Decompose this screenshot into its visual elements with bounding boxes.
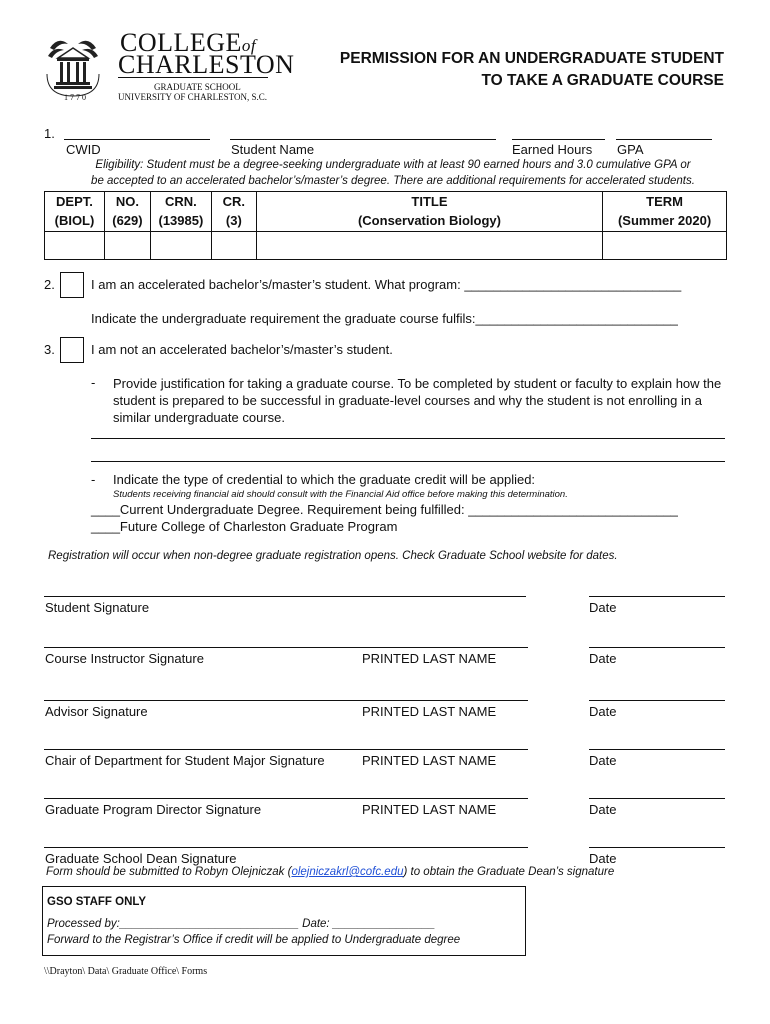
crn-header: CRN. (13985): [150, 192, 211, 232]
dean-email-link[interactable]: olejniczakrl@cofc.edu: [291, 866, 404, 878]
section-3-number: 3.: [44, 342, 55, 357]
gpa-label: GPA: [617, 142, 644, 157]
title-header: TITLE (Conservation Biology): [256, 192, 602, 232]
student-date-label: Date: [589, 600, 617, 615]
form-title-line1: PERMISSION FOR AN UNDERGRADUATE STUDENT: [339, 50, 724, 67]
current-degree-option[interactable]: ____Current Undergraduate Degree. Requirement being fulfilled: _____________________________: [91, 502, 678, 517]
form-title: [340, 48, 724, 92]
bullet-dash: -: [91, 375, 96, 390]
not-accelerated-checkbox[interactable]: [60, 337, 84, 363]
title-cell[interactable]: [256, 232, 602, 260]
dean-date-label: Date: [589, 851, 617, 866]
justification-instructions: Provide justification for taking a graduate course. To be completed by student or faculty to explain how the student is prepared to be successful in graduate-level courses and why the student is not enrolling in a similar undergraduate course.: [113, 376, 722, 425]
student-name-label: Student Name: [231, 142, 315, 157]
credits-cell[interactable]: [211, 232, 256, 260]
logo-divider: [118, 77, 268, 78]
gpd-date-line[interactable]: [589, 798, 725, 799]
dept-cell[interactable]: [45, 232, 105, 260]
justification-line-1[interactable]: [91, 438, 725, 439]
section-2-number: 2.: [44, 277, 55, 292]
not-accelerated-statement: I am not an accelerated bachelor’s/master’s student.: [91, 342, 393, 357]
logo-year: 1770: [64, 93, 88, 102]
submission-note: Form should be submitted to Robyn Olejniczak (olejniczakrl@cofc.edu) to obtain the Graduate Dean’s signature: [46, 866, 615, 878]
forward-registrar-note: Forward to the Registrar’s Office if credit will be applied to Undergraduate degree: [47, 934, 461, 946]
student-signature-line[interactable]: [44, 596, 526, 597]
instructor-date-line[interactable]: [589, 647, 725, 648]
section-1-number: 1.: [44, 126, 55, 141]
chair-signature-label: Chair of Department for Student Major Signature: [45, 753, 325, 768]
eligibility-note: [48, 157, 738, 189]
requirement-fulfilled-line: Indicate the undergraduate requirement the graduate course fulfils:____________________________: [91, 311, 678, 326]
gpd-signature-label: Graduate Program Director Signature: [45, 802, 262, 817]
advisor-signature-label: Advisor Signature: [45, 704, 148, 719]
instructor-printed-name-label: PRINTED LAST NAME: [362, 651, 497, 666]
student-date-line[interactable]: [589, 596, 725, 597]
term-cell[interactable]: [603, 232, 727, 260]
student-name-field[interactable]: [230, 139, 496, 140]
advisor-printed-name-label: PRINTED LAST NAME: [362, 704, 497, 719]
course-table-entry-row[interactable]: [45, 232, 727, 260]
number-header: NO. (629): [104, 192, 150, 232]
accelerated-checkbox[interactable]: [60, 272, 84, 298]
dean-signature-line[interactable]: [44, 847, 528, 848]
cwid-label: CWID: [66, 142, 101, 157]
accelerated-statement: I am an accelerated bachelor’s/master’s student. What program: ______________________________: [91, 277, 682, 292]
form-title-line2: TO TAKE A GRADUATE COURSE: [481, 72, 724, 89]
chair-date-label: Date: [589, 753, 617, 768]
crn-cell[interactable]: [150, 232, 211, 260]
dean-signature-label: Graduate School Dean Signature: [45, 851, 237, 866]
dean-date-line[interactable]: [589, 847, 725, 848]
chair-signature-line[interactable]: [44, 749, 528, 750]
credits-header: CR. (3): [211, 192, 256, 232]
future-graduate-option[interactable]: ____Future College of Charleston Graduate Program: [91, 519, 398, 534]
course-table-header-row: [45, 192, 727, 232]
advisor-date-label: Date: [589, 704, 617, 719]
registration-note: Registration will occur when non-degree graduate registration opens. Check Graduate School website for dates.: [48, 550, 618, 562]
gso-title: GSO STAFF ONLY: [47, 896, 147, 908]
cwid-field[interactable]: [64, 139, 210, 140]
gso-staff-box: [42, 886, 526, 956]
gpd-signature-line[interactable]: [44, 798, 528, 799]
logo-graduate-school: GRADUATE SCHOOL: [154, 82, 241, 92]
term-header: TERM (Summer 2020): [603, 192, 727, 232]
gpa-field[interactable]: [616, 139, 712, 140]
instructor-date-label: Date: [589, 651, 617, 666]
logo-university: UNIVERSITY OF CHARLESTON, S.C.: [118, 92, 268, 102]
bullet-dash: -: [91, 472, 96, 487]
logo-name-college: COLLEGEof: [120, 28, 257, 57]
gpd-date-label: Date: [589, 802, 617, 817]
number-cell[interactable]: [104, 232, 150, 260]
dept-header: DEPT. (BIOL): [45, 192, 105, 232]
advisor-date-line[interactable]: [589, 700, 725, 701]
financial-aid-note: Students receiving financial aid should consult with the Financial Aid office before making this determination.: [113, 489, 568, 500]
earned-hours-label: Earned Hours: [512, 142, 593, 157]
course-table: [44, 191, 727, 260]
gpd-printed-name-label: PRINTED LAST NAME: [362, 802, 497, 817]
chair-printed-name-label: PRINTED LAST NAME: [362, 753, 497, 768]
file-path-footer: \\Drayton\ Data\ Graduate Office\ Forms: [44, 966, 208, 977]
instructor-signature-line[interactable]: [44, 647, 528, 648]
chair-date-line[interactable]: [589, 749, 725, 750]
processed-by-line[interactable]: Processed by:____________________________ Date: ________________: [47, 918, 436, 930]
student-signature-label: Student Signature: [45, 600, 150, 615]
eligibility-line-2: be accepted to an accelerated bachelor’s/master’s degree. There are additional requirements for accelerated students.: [91, 175, 695, 187]
instructor-signature-label: Course Instructor Signature: [45, 651, 204, 666]
eligibility-line-1: Eligibility: Student must be a degree-seeking undergraduate with at least 90 earned hours and 3.0 cumulative GPA or: [95, 159, 691, 171]
earned-hours-field[interactable]: [512, 139, 605, 140]
advisor-signature-line[interactable]: [44, 700, 528, 701]
credential-instructions: Indicate the type of credential to which the graduate credit will be applied:: [113, 472, 536, 487]
college-seal-logo: [44, 34, 102, 100]
logo-name-charleston: CHARLESTON: [118, 50, 295, 79]
justification-line-2[interactable]: [91, 461, 725, 462]
